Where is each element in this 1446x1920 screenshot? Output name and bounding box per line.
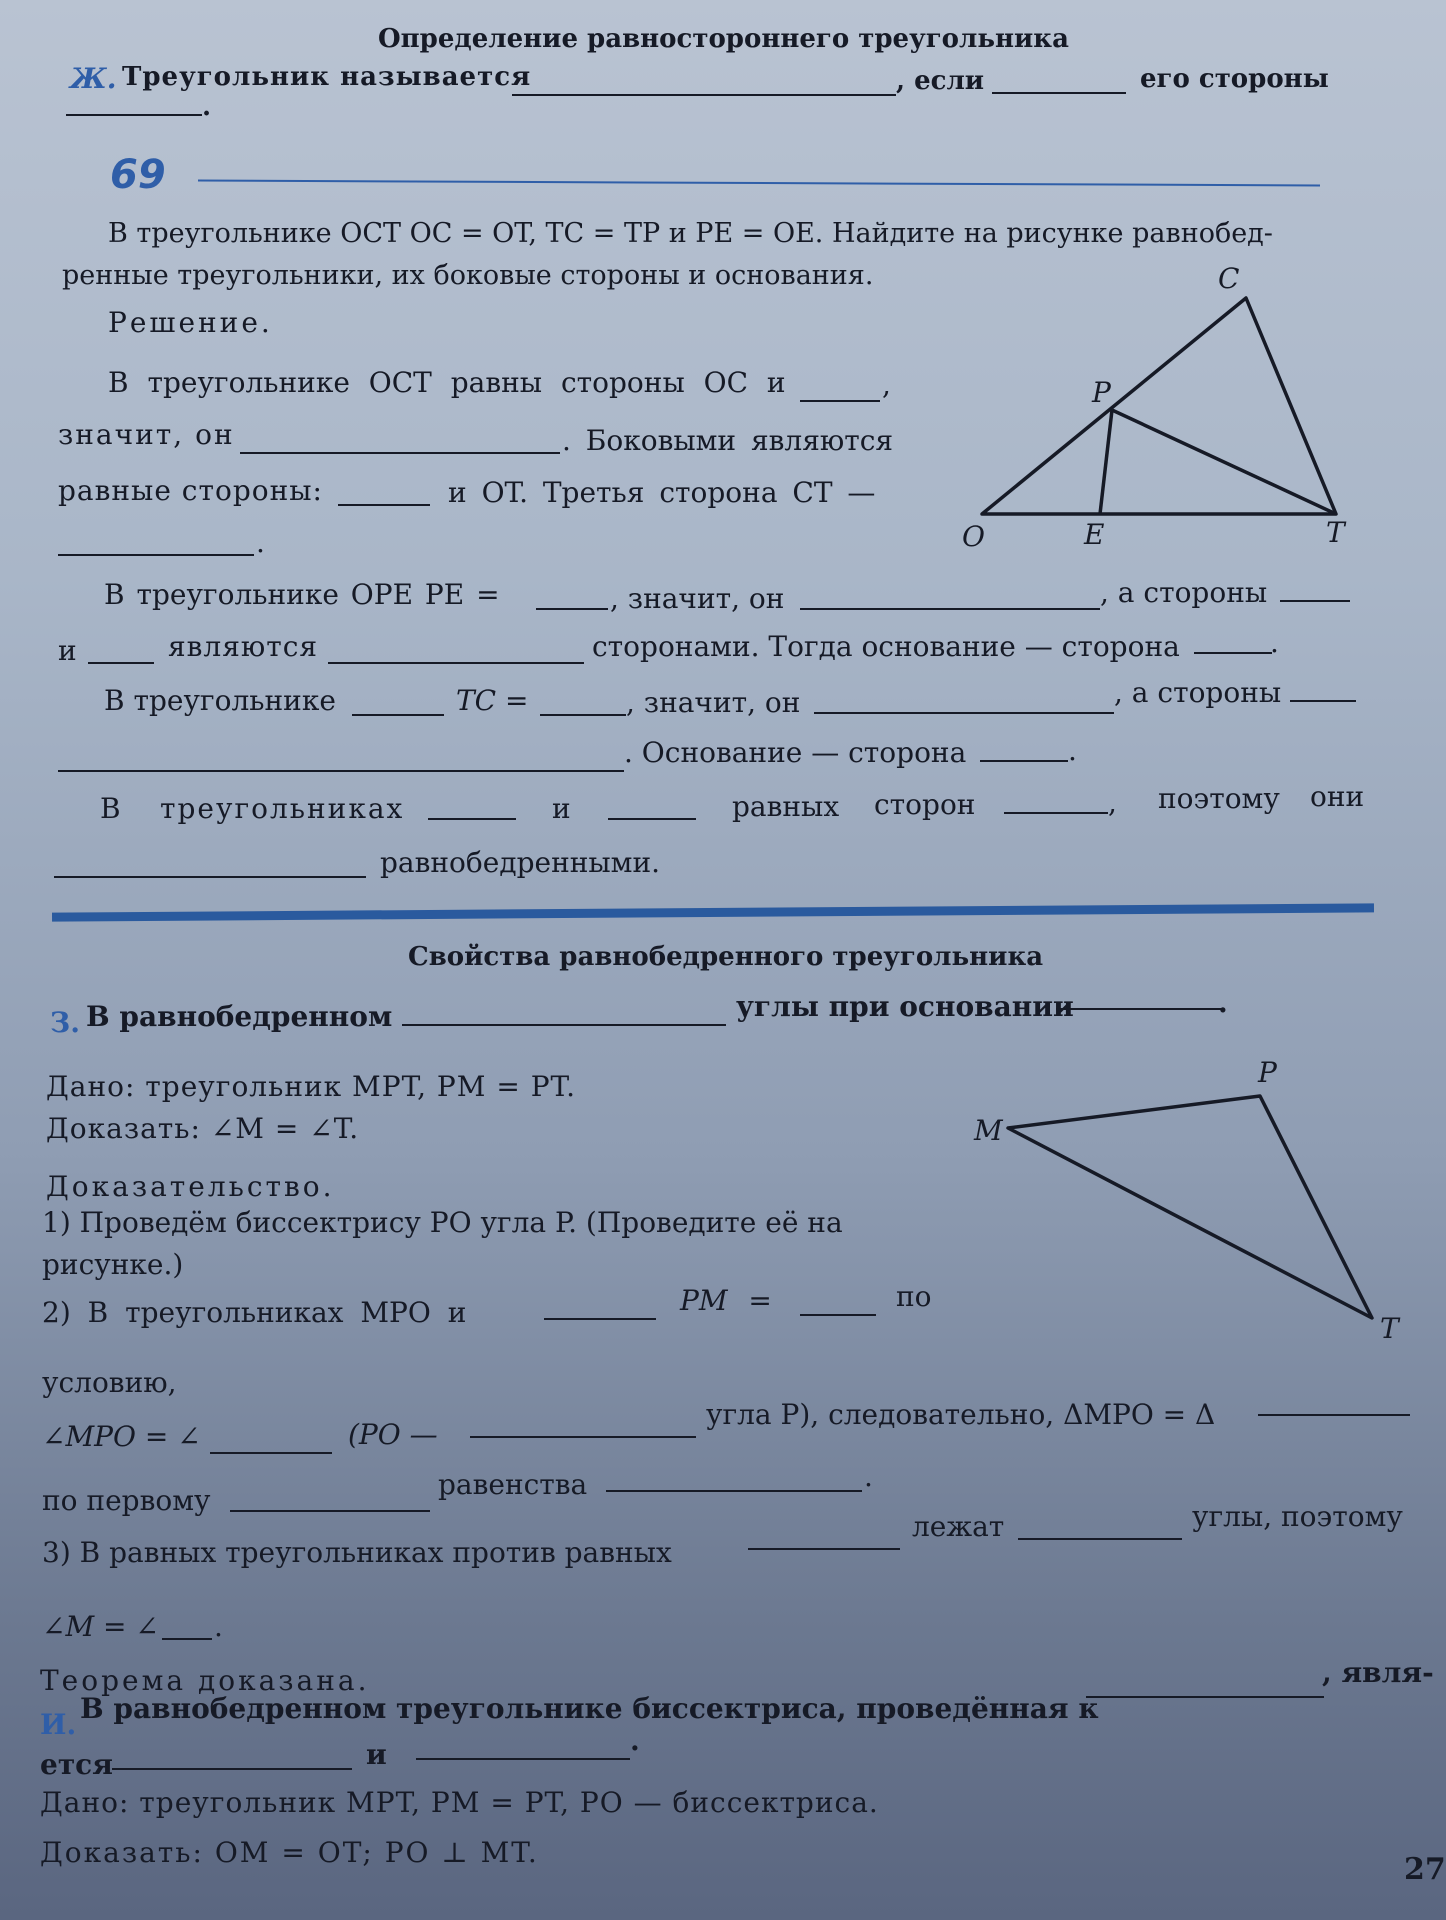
blank-bis-2[interactable] xyxy=(112,1768,352,1770)
solution-line-9h: они xyxy=(1310,780,1365,813)
task-number-69: 69 xyxy=(110,152,166,198)
solution-line-7a: В треугольнике xyxy=(104,684,336,717)
proof-step-7: ∠M = ∠ xyxy=(42,1610,159,1643)
solution-line-5c: , а стороны xyxy=(1100,576,1268,609)
triangle-mpt xyxy=(1008,1096,1372,1318)
proof-step-1a: 1) Проведём биссектрису PO угла P. (Проведите её на xyxy=(42,1206,843,1239)
proof-step-4a: ∠MPO = ∠ xyxy=(42,1420,201,1453)
label-e: E xyxy=(1084,518,1105,551)
proof-step-4b: (PO — xyxy=(348,1418,438,1451)
equilateral-line-c: его стороны xyxy=(1140,64,1329,94)
solution-line-2b: . Боковыми являются xyxy=(562,424,894,457)
label-p: P xyxy=(1092,376,1111,409)
label-t: T xyxy=(1326,516,1345,549)
task-69-rule xyxy=(198,180,1320,187)
equilateral-line-b: , если xyxy=(896,66,985,96)
solution-line-6d: . xyxy=(1270,626,1279,659)
proof-step-5c: . xyxy=(864,1460,873,1493)
equilateral-heading: Определение равностороннего треугольника xyxy=(378,24,1069,54)
blank-iso-1[interactable] xyxy=(402,1024,726,1026)
bisector-line-b: , явля- xyxy=(1322,1656,1434,1689)
solution-line-9a: В xyxy=(100,792,121,825)
task-69-condition-line-2: ренные треугольники, их боковые стороны и основания. xyxy=(62,260,874,291)
label-p2: P xyxy=(1258,1056,1277,1089)
blank-69-16[interactable] xyxy=(980,760,1068,762)
isosceles-line-a: В равнобедренном xyxy=(86,1000,393,1033)
solution-line-5b: , значит, он xyxy=(610,582,785,615)
proof-step-2a: 2) В треугольниках MPO и xyxy=(42,1296,467,1329)
solution-line-3b: и OT. Третья сторона CT — xyxy=(448,476,876,509)
bisector-line-a: В равнобедренном треугольнике биссектриса, проведённая к xyxy=(80,1692,1099,1725)
label-c: C xyxy=(1218,262,1240,295)
triangle-oct xyxy=(982,298,1336,514)
solution-line-7b: TC = xyxy=(456,684,529,717)
bisector-line-d: и xyxy=(366,1738,387,1771)
isosceles-line-b: углы при основании xyxy=(736,990,1074,1023)
blank-iso-2[interactable] xyxy=(1056,1008,1222,1010)
blank-69-12[interactable] xyxy=(540,714,626,716)
bisector-line-c: ется xyxy=(40,1748,113,1781)
solution-title: Решение. xyxy=(108,306,273,339)
blank-69-7[interactable] xyxy=(1280,600,1350,602)
proof-step-5b: равенства xyxy=(438,1468,588,1501)
blank-proof-8[interactable] xyxy=(748,1548,900,1550)
blank-proof-6[interactable] xyxy=(230,1510,430,1512)
blank-69-13[interactable] xyxy=(814,712,1114,714)
solution-line-9g: поэтому xyxy=(1158,782,1280,815)
proof-step-2c: по xyxy=(896,1280,932,1313)
page-number: 27 xyxy=(1404,1852,1446,1887)
section-marker-z: З. xyxy=(50,1006,80,1039)
isosceles-line-end: . xyxy=(1218,986,1228,1019)
blank-69-3[interactable] xyxy=(338,504,430,506)
blank-equilateral-1[interactable] xyxy=(512,94,896,96)
solution-line-5a: В треугольнике OPE PE = xyxy=(104,578,500,611)
proof-step-3: условию, xyxy=(42,1366,177,1399)
solution-line-9e: сторон xyxy=(874,788,976,821)
label-t2: T xyxy=(1380,1312,1399,1345)
blank-69-10[interactable] xyxy=(1194,652,1272,654)
bisector-line-end: . xyxy=(630,1724,640,1757)
solution-line-1a: В треугольнике OCT равны стороны OC и xyxy=(108,366,786,399)
blank-proof-7[interactable] xyxy=(606,1490,862,1492)
solution-line-9d: равных xyxy=(732,790,840,823)
blank-proof-9[interactable] xyxy=(1018,1538,1182,1540)
blank-69-18[interactable] xyxy=(608,818,696,820)
solution-line-9f: , xyxy=(1108,786,1117,819)
isosceles-heading: Свойства равнобедренного треугольника xyxy=(408,942,1044,972)
theorem-proved: Теорема доказана. xyxy=(40,1664,370,1697)
blank-proof-4[interactable] xyxy=(470,1436,696,1438)
solution-line-6c: сторонами. Тогда основание — сторона xyxy=(592,630,1180,663)
blank-69-5[interactable] xyxy=(536,608,608,610)
blank-69-14[interactable] xyxy=(1290,700,1356,702)
blank-69-20[interactable] xyxy=(54,876,366,878)
equilateral-line-end: . xyxy=(202,92,212,122)
blank-69-15[interactable] xyxy=(58,770,624,772)
blank-69-17[interactable] xyxy=(428,818,516,820)
blank-proof-10[interactable] xyxy=(162,1638,212,1640)
blank-bis-1[interactable] xyxy=(1086,1696,1324,1698)
proof-step-7-end: . xyxy=(214,1610,223,1643)
task-69-condition-line-1: В треугольнике OCT OC = OT, TC = TP и PE = OE. Найдите на рисунке равнобед- xyxy=(108,218,1273,249)
segment-pe xyxy=(1100,410,1112,514)
blank-proof-5[interactable] xyxy=(1258,1414,1410,1416)
proof-step-4c: угла P), следовательно, ΔMPO = Δ xyxy=(706,1398,1216,1431)
blank-proof-1[interactable] xyxy=(544,1318,656,1320)
blank-proof-3[interactable] xyxy=(210,1452,332,1454)
blank-equilateral-2[interactable] xyxy=(992,92,1126,94)
blank-69-4[interactable] xyxy=(58,554,254,556)
solution-line-2a: значит, он xyxy=(58,418,235,451)
proof-step-6a: 3) В равных треугольниках против равных xyxy=(42,1536,672,1569)
solution-line-3a: равные стороны: xyxy=(58,474,323,507)
solution-line-7c: , значит, он xyxy=(626,686,801,719)
given-2: Дано: треугольник MPT, PM = PT, PO — биссектриса. xyxy=(40,1786,879,1819)
section-marker-i: И. xyxy=(40,1708,77,1741)
solution-line-8: . Основание — сторона xyxy=(624,736,967,769)
prove-2: Доказать: OM = OT; PO ⊥ MT. xyxy=(40,1836,539,1869)
label-o: O xyxy=(962,520,985,553)
proof-step-6c: углы, поэтому xyxy=(1192,1500,1403,1533)
proof-step-5a: по первому xyxy=(42,1484,211,1517)
label-m: M xyxy=(974,1114,1003,1147)
solution-line-9c: и xyxy=(552,792,571,825)
solution-line-8-end: . xyxy=(1068,734,1077,767)
section-divider xyxy=(52,903,1374,921)
solution-line-6a: и xyxy=(58,634,77,667)
proof-title: Доказательство. xyxy=(46,1170,335,1203)
blank-69-8[interactable] xyxy=(88,662,154,664)
solution-line-10: равнобедренными. xyxy=(380,846,661,879)
solution-line-9b: треугольниках xyxy=(160,792,405,825)
proof-step-6b: лежат xyxy=(912,1510,1005,1543)
solution-line-4: . xyxy=(256,526,265,559)
blank-69-19[interactable] xyxy=(1004,812,1108,814)
blank-69-6[interactable] xyxy=(800,608,1100,610)
blank-69-1[interactable] xyxy=(800,400,880,402)
blank-proof-2[interactable] xyxy=(800,1314,876,1316)
prove-1: Доказать: ∠M = ∠T. xyxy=(46,1112,360,1145)
blank-bis-3[interactable] xyxy=(416,1758,630,1760)
equilateral-line-a: Треугольник называется xyxy=(122,62,532,92)
solution-line-7d: , а стороны xyxy=(1114,676,1282,709)
blank-69-9[interactable] xyxy=(328,662,584,664)
proof-step-1b: рисунке.) xyxy=(42,1248,184,1281)
segment-pt xyxy=(1112,410,1336,514)
section-marker-zh: Ж. xyxy=(70,62,117,95)
given-1: Дано: треугольник MPT, PM = PT. xyxy=(46,1070,576,1103)
proof-step-2b: PM = xyxy=(680,1284,772,1317)
solution-line-6b: являются xyxy=(168,630,319,663)
solution-line-1b: , xyxy=(882,368,891,401)
blank-69-11[interactable] xyxy=(352,714,444,716)
blank-equilateral-3[interactable] xyxy=(66,114,202,116)
blank-69-2[interactable] xyxy=(240,452,560,454)
